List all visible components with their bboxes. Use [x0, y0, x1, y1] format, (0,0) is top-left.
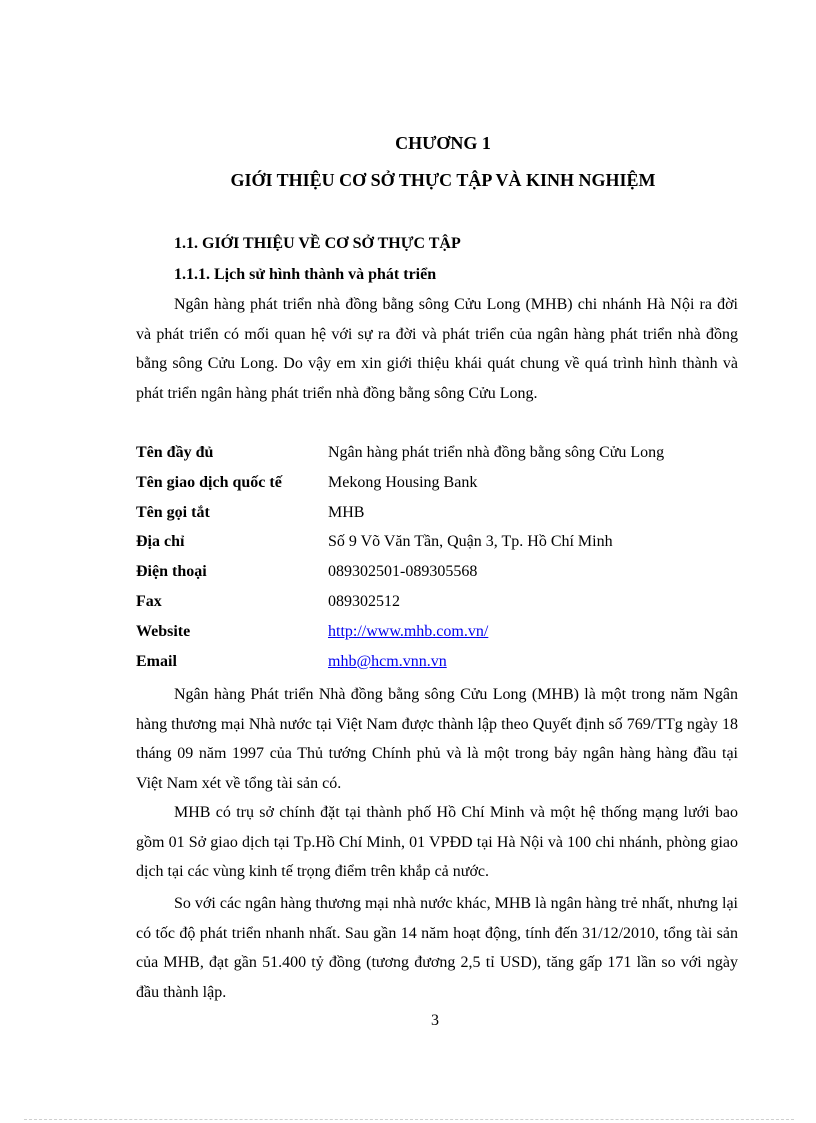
info-label: Website [136, 622, 191, 640]
info-row-international-name [136, 470, 738, 500]
info-row-address [136, 529, 738, 559]
info-value: Ngân hàng phát triển nhà đồng bằng sông Cửu Long [328, 444, 665, 461]
info-label: Tên đầy đủ [136, 444, 214, 461]
info-value: MHB [328, 503, 365, 521]
section-heading: 1.1. GIỚI THIỆU VỀ CƠ SỞ THỰC TẬP [174, 235, 461, 252]
info-row-fax [136, 589, 738, 619]
info-label: Địa chỉ [136, 533, 185, 551]
body-paragraph: MHB có trụ sở chính đặt tại thành phố Hồ Chí Minh và một hệ thống mạng lưới bao gồm 01 Sở giao dịch tại Tp.Hồ Chí Minh, 01 VPĐD tại Hà Nội và 100 chi nhánh, phòng giao dịch tại các vùng kinh tế trọng điểm trên khắp cả nước. [136, 804, 738, 881]
info-label: Fax [136, 592, 162, 610]
info-value: Mekong Housing Bank [328, 473, 478, 491]
chapter-title: GIỚI THIỆU CƠ SỞ THỰC TẬP VÀ KINH NGHIỆM [230, 170, 656, 190]
info-row-email [136, 649, 738, 679]
info-row-short-name [136, 500, 738, 530]
info-label: Tên giao dịch quốc tế [136, 473, 282, 491]
subsection-heading: 1.1.1. Lịch sử hình thành và phát triển [174, 266, 437, 283]
email-link[interactable]: mhb@hcm.vnn.vn [328, 652, 447, 670]
bank-info-table [136, 440, 738, 678]
info-row-full-name [136, 440, 738, 470]
page-bottom-divider [24, 1119, 794, 1120]
info-label: Email [136, 652, 177, 670]
website-link[interactable]: http://www.mhb.com.vn/ [328, 622, 489, 640]
intro-paragraph: Ngân hàng phát triển nhà đồng bằng sông Cửu Long (MHB) chi nhánh Hà Nội ra đời và phát triển có mối quan hệ với sự ra đời và phát triển của ngân hàng phát triển nhà đồng bằng sông Cửu Long. Do vậy em xin giới thiệu khái quát chung về quá trình hình thành và phát triển ngân hàng phát triển nhà đồng bằng sông Cửu Long. [136, 296, 738, 403]
info-value: Số 9 Võ Văn Tần, Quận 3, Tp. Hồ Chí Minh [328, 533, 613, 551]
info-value: 089302501-089305568 [328, 563, 478, 581]
info-label: Tên gọi tắt [136, 503, 210, 521]
info-row-website [136, 619, 738, 649]
page-number: 3 [431, 1012, 439, 1029]
info-value: 089302512 [328, 592, 400, 610]
chapter-number: CHƯƠNG 1 [395, 133, 491, 153]
body-paragraph: Ngân hàng Phát triển Nhà đồng bằng sông Cửu Long (MHB) là một trong năm Ngân hàng thương mại Nhà nước tại Việt Nam được thành lập theo Quyết định số 769/TTg ngày 18 tháng 09 năm 1997 của Thủ tướng Chính phủ và là một trong bảy ngân hàng hàng đầu tại Việt Nam xét về tổng tài sản có. [136, 686, 738, 793]
body-paragraph: So với các ngân hàng thương mại nhà nước khác, MHB là ngân hàng trẻ nhất, nhưng lại có tốc độ phát triển nhanh nhất. Sau gần 14 năm hoạt động, tính đến 31/12/2010, tổng tài sản của MHB, đạt gần 51.400 tỷ đồng (tương đương 2,5 tỉ USD), tăng gấp 171 lần so với ngày đầu thành lập. [136, 895, 738, 1002]
info-row-phone [136, 559, 738, 589]
info-label: Điện thoại [136, 563, 207, 581]
